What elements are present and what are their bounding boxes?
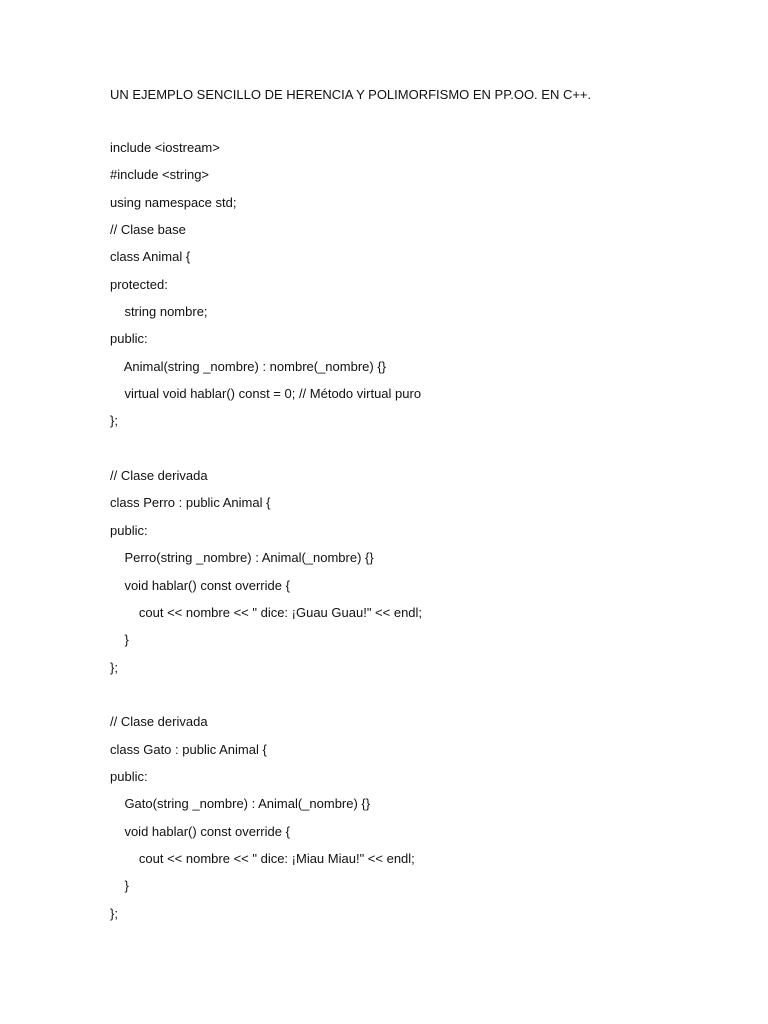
code-line: class Animal { bbox=[110, 249, 191, 265]
code-line: Gato(string _nombre) : Animal(_nombre) {} bbox=[110, 796, 371, 812]
code-line: #include <string> bbox=[110, 167, 210, 183]
code-line: Animal(string _nombre) : nombre(_nombre) {} bbox=[110, 358, 387, 374]
code-line: protected: bbox=[110, 276, 168, 292]
code-line bbox=[110, 440, 422, 467]
document-title: UN EJEMPLO SENCILLO DE HERENCIA Y POLIMORFISMO EN PP.OO. EN C++. bbox=[110, 87, 592, 102]
code-line: public: bbox=[110, 768, 148, 784]
code-line: // Clase base bbox=[110, 222, 186, 238]
code-line: string nombre; bbox=[110, 304, 208, 320]
code-listing bbox=[110, 139, 422, 932]
code-line bbox=[110, 686, 422, 713]
code-line: }; bbox=[110, 413, 118, 429]
code-line: include <iostream> bbox=[110, 140, 220, 155]
code-line: public: bbox=[110, 331, 148, 347]
code-line: // Clase derivada bbox=[110, 468, 208, 484]
code-line: using namespace std; bbox=[110, 194, 237, 210]
code-line: } bbox=[110, 878, 129, 894]
code-line: cout << nombre << " dice: ¡Guau Guau!" << endl; bbox=[110, 604, 423, 620]
code-line: class Perro : public Animal { bbox=[110, 495, 271, 511]
code-line: public: bbox=[110, 522, 148, 538]
code-line: }; bbox=[110, 905, 118, 921]
code-line: virtual void hablar() const = 0; // Método virtual puro bbox=[110, 386, 422, 402]
code-line: }; bbox=[110, 659, 118, 675]
code-line: } bbox=[110, 632, 129, 648]
code-line: // Clase derivada bbox=[110, 714, 208, 730]
code-line: Perro(string _nombre) : Animal(_nombre) {} bbox=[110, 550, 374, 566]
code-line: void hablar() const override { bbox=[110, 823, 290, 839]
code-line: class Gato : public Animal { bbox=[110, 741, 267, 757]
code-line: cout << nombre << " dice: ¡Miau Miau!" << endl; bbox=[110, 850, 415, 866]
code-line: void hablar() const override { bbox=[110, 577, 290, 593]
